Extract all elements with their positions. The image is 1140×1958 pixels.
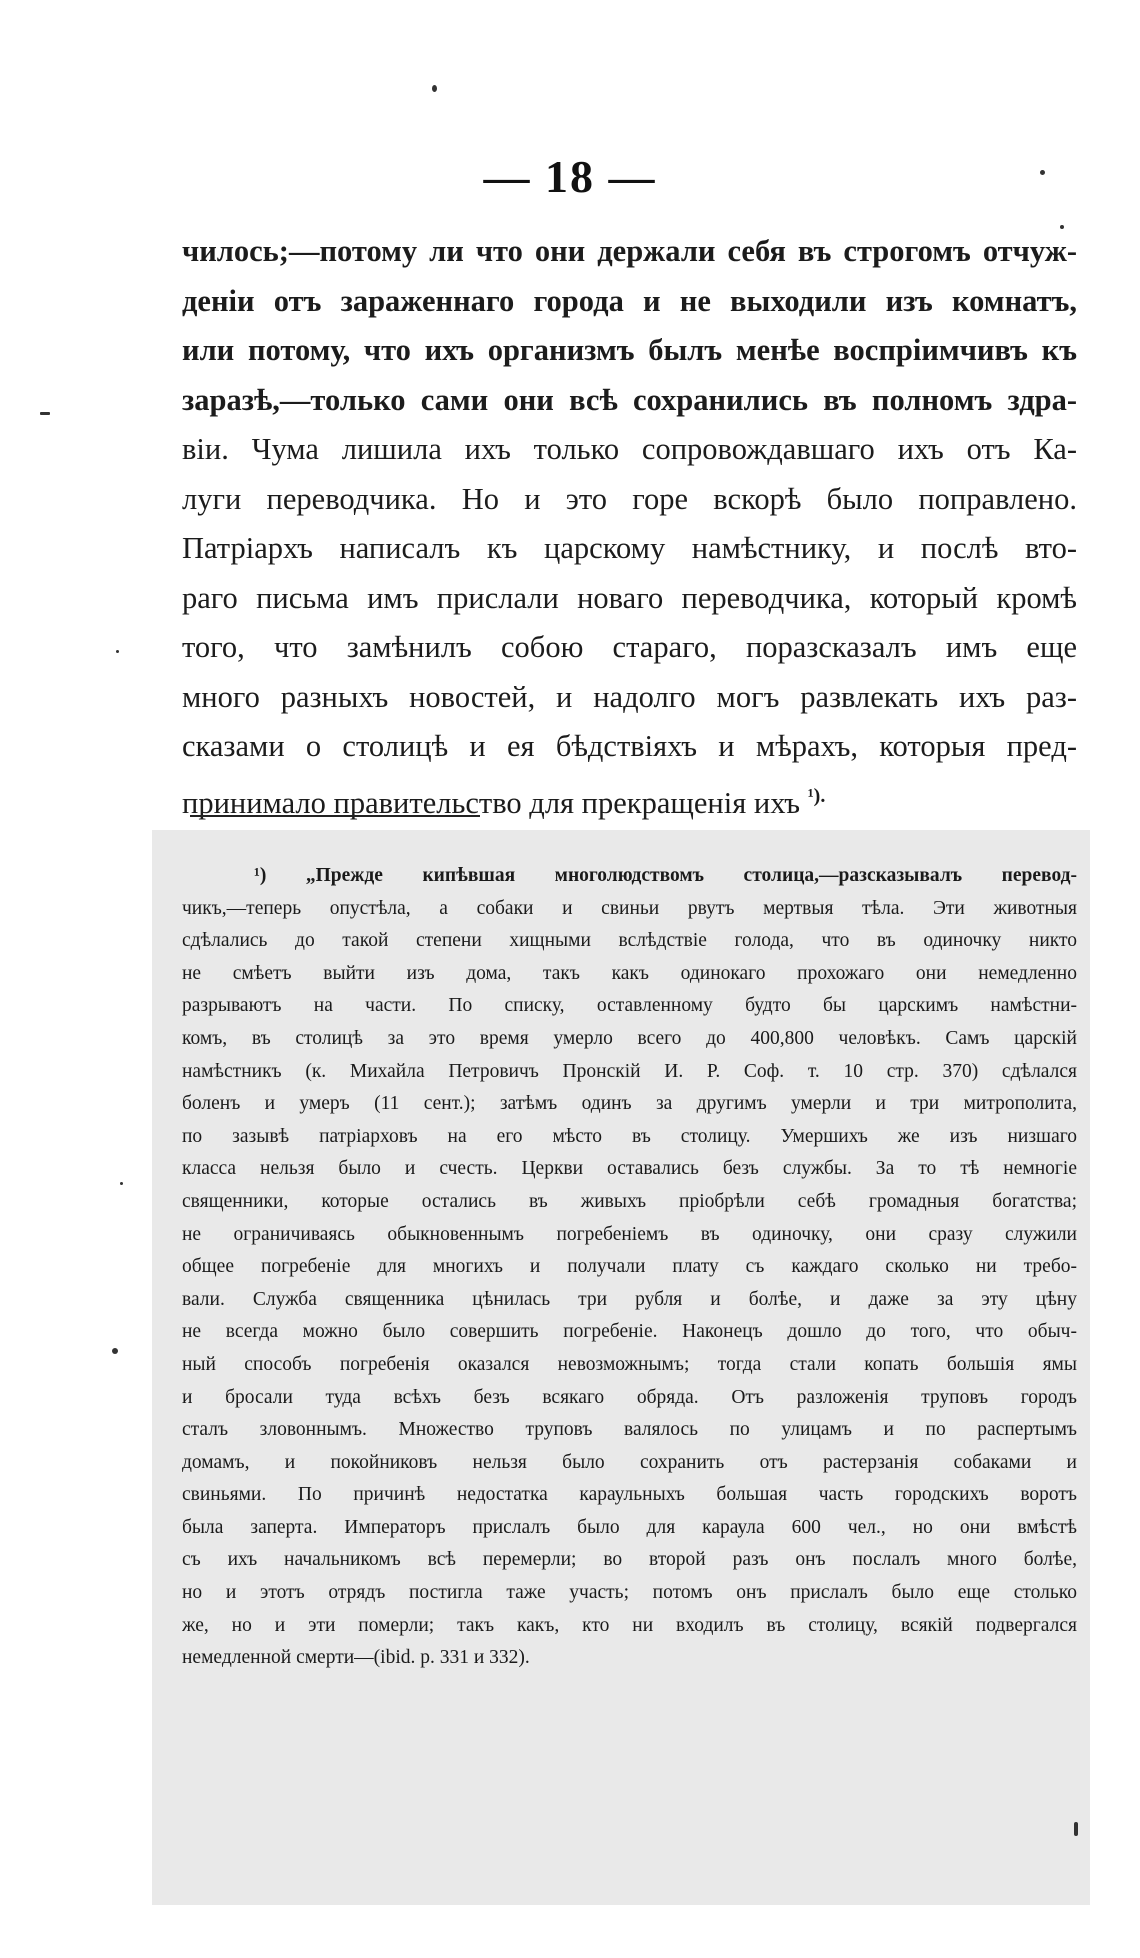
main-text-line: чилось;—потому ли что они держали себя въ строгомъ отчуж- xyxy=(182,234,1077,268)
footnote-line: боленъ и умеръ (11 сент.); затѣмъ одинъ за другимъ умерли и три митрополита, xyxy=(182,1093,1077,1115)
footnote-line: сталъ зловоннымъ. Множество труповъ валялось по улицамъ и по распертымъ xyxy=(182,1419,1077,1441)
main-text-line: Патріархъ написалъ къ царскому намѣстнику, и послѣ вто- xyxy=(182,531,1077,565)
scan-speck xyxy=(120,1182,123,1185)
main-text-line-last xyxy=(182,772,1077,822)
footnote-line: сдѣлались до такой степени хищными вслѣдствіе голода, что въ одиночку никто xyxy=(182,930,1077,952)
scan-speck xyxy=(1040,170,1045,175)
footnote-marker: ¹) xyxy=(254,865,267,886)
footnote-line: „Прежде кипѣвшая многолюдствомъ столица,—разсказывалъ перевод- xyxy=(305,865,1077,886)
main-text xyxy=(182,227,1077,821)
scan-speck xyxy=(1074,1822,1078,1836)
main-text-line: сказами о столицѣ и ея бѣдствіяхъ и мѣрахъ, которыя пред- xyxy=(182,729,1077,763)
footnote-line: немедленной смерти—(ibid. p. 331 и 332). xyxy=(182,1647,530,1669)
footnote-line: но и этотъ отрядъ постигла таже участь; потомъ онъ прислалъ было еще столько xyxy=(182,1582,1077,1604)
footnote-line: свиньями. По причинѣ недостатка караульныхъ большая часть городскихъ воротъ xyxy=(182,1484,1077,1506)
footnote-line: была заперта. Императоръ прислалъ было для караула 600 чел., но они вмѣстѣ xyxy=(182,1516,1077,1538)
footnote-line: ный способъ погребенія оказался невозможнымъ; тогда стали копать большія ямы xyxy=(182,1353,1077,1375)
footnote-line: чикъ,—теперь опустѣла, а собаки и свиньи рвутъ мертвыя тѣла. Эти животныя xyxy=(182,897,1077,919)
footnote-line: и бросали туда всѣхъ безъ всякаго обряда. Отъ разложенія труповъ городъ xyxy=(182,1386,1077,1408)
footnote-line: по зазывѣ патріарховъ на его мѣсто въ столицу. Умершихъ же изъ низшаго xyxy=(182,1125,1077,1147)
main-text-line: віи. Чума лишила ихъ только сопровождавшаго ихъ отъ Ка- xyxy=(182,432,1077,466)
main-text-line: много разныхъ новостей, и надолго могъ развлекать ихъ раз- xyxy=(182,679,1077,714)
footnote-line: съ ихъ начальникомъ всѣ перемерли; во второй разъ онъ послалъ много болѣе, xyxy=(182,1549,1077,1571)
footnote-separator xyxy=(190,815,480,817)
main-text-line: того, что замѣнилъ собою стараго, поразсказалъ имъ еще xyxy=(182,630,1077,664)
main-text-line: заразѣ,—только сами они всѣ сохранились въ полномъ здра- xyxy=(182,382,1077,417)
footnote-line: не ограничиваясь обыкновеннымъ погребеніемъ въ одиночку, они сразу служили xyxy=(182,1223,1077,1245)
footnote-line: разрываютъ на части. По списку, оставленному будто бы царскимъ намѣстни- xyxy=(182,995,1077,1017)
footnote-line: вали. Служба священника цѣнилась три рубля и болѣе, и даже за эту цѣну xyxy=(182,1288,1077,1310)
scan-speck xyxy=(432,85,437,92)
footnote-line: общее погребеніе для многихъ и получали плату съ каждаго сколько ни требо- xyxy=(182,1256,1077,1278)
footnote-line: же, но и эти померли; такъ какъ, кто ни входилъ въ столицу, всякій подвергался xyxy=(182,1614,1077,1636)
main-text-line: принимало правительство для прекращенія ихъ xyxy=(182,785,801,820)
footnote-line: не всегда можно было совершить погребеніе. Наконецъ дошло до того, что обыч- xyxy=(182,1321,1077,1343)
footnote-line: не смѣетъ выйти изъ дома, такъ какъ одинокаго прохожаго они немедленно xyxy=(182,962,1077,984)
main-text-line: раго письма имъ прислали новаго переводчика, который кромѣ xyxy=(182,580,1077,615)
main-text-line: луги переводчика. Но и это горе вскорѣ было поправлено. xyxy=(182,481,1077,516)
footnote xyxy=(182,860,1077,1675)
scan-speck xyxy=(40,412,50,415)
page-number: — 18 — xyxy=(483,151,657,202)
footnote-line: комъ, въ столицѣ за это время умерло всего до 400,800 человѣкъ. Самъ царскій xyxy=(182,1027,1077,1049)
footnote-line: намѣстникъ (к. Михайла Петровичъ Пронскій И. Р. Соф. т. 10 стр. 370) сдѣлался xyxy=(182,1060,1077,1082)
scan-speck xyxy=(1060,225,1064,229)
footnote-line: класса нельзя было и счесть. Церкви оставались безъ службы. За то тѣ немногіе xyxy=(182,1158,1077,1180)
footnote-reference[interactable]: ¹). xyxy=(807,784,826,807)
footnote-line: домамъ, и покойниковъ нельзя было сохранить отъ растерзанія собаками и xyxy=(182,1451,1077,1473)
footnote-line: священники, которые остались въ живыхъ пріобрѣли себѣ громадныя богатства; xyxy=(182,1190,1077,1212)
main-text-line: или потому, что ихъ организмъ былъ менѣе воспріимчивъ къ xyxy=(182,333,1077,367)
scan-speck xyxy=(116,650,119,653)
scan-speck xyxy=(112,1348,118,1354)
footnote-line-first xyxy=(182,860,1077,893)
main-text-line: деніи отъ зараженнаго города и не выходили изъ комнатъ, xyxy=(182,283,1077,318)
